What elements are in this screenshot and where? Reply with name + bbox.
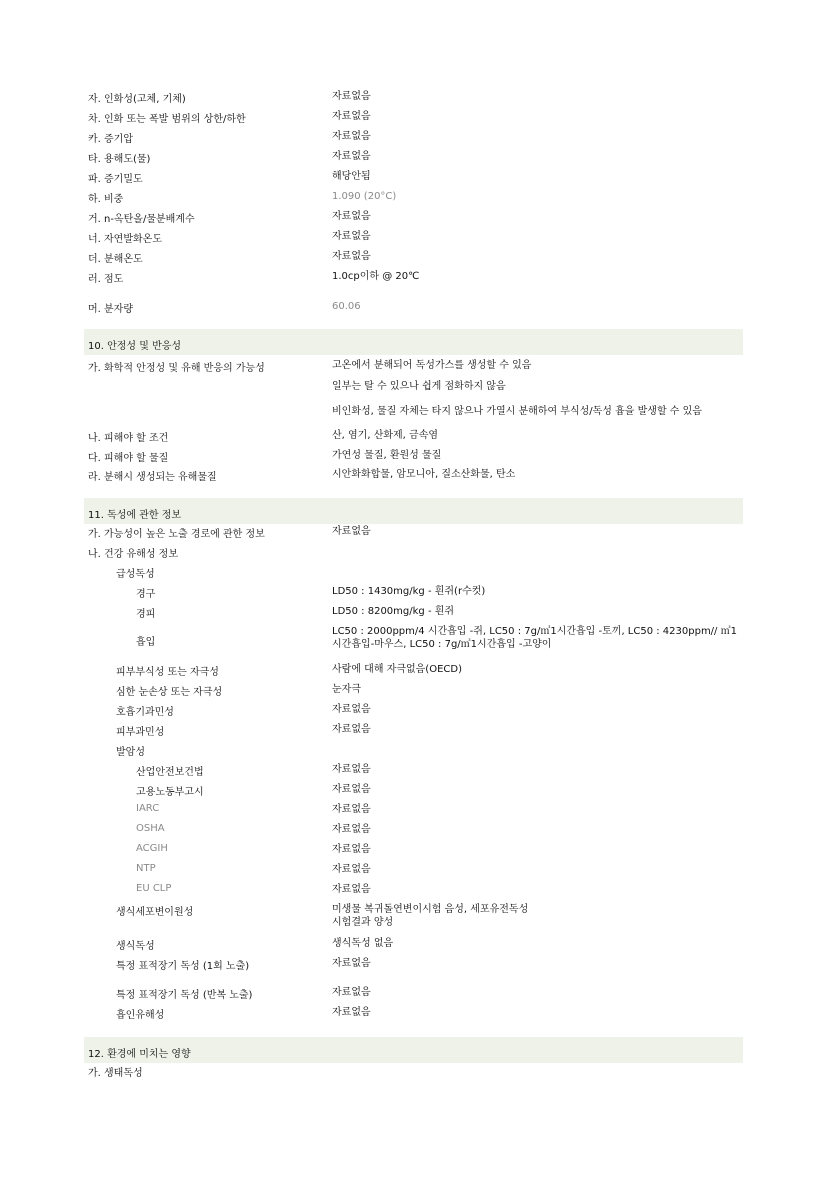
property-row (88, 843, 743, 859)
property-row (88, 723, 743, 739)
property-value: 자료없음 (332, 131, 371, 142)
property-value: 1.090 (20°C) (332, 191, 397, 202)
property-label: 타. 용해도(물) (88, 154, 151, 165)
property-row (88, 150, 743, 166)
property-row (88, 405, 743, 421)
property-row (88, 545, 743, 561)
property-value: LD50 : 8200mg/kg - 흰쥐 (332, 606, 455, 617)
property-label: 가. 생태독성 (88, 1068, 143, 1079)
property-value: 자료없음 (332, 724, 371, 735)
property-label: 다. 피해야 할 물질 (88, 453, 169, 464)
property-row (88, 110, 743, 126)
property-label: 특정 표적장기 독성 (반복 노출) (116, 990, 253, 1001)
property-value: 1.0cp이하 @ 20℃ (332, 271, 420, 282)
property-label: IARC (136, 803, 160, 814)
property-value: 자료없음 (332, 824, 371, 835)
property-label: NTP (136, 863, 156, 874)
property-row (88, 605, 743, 621)
property-value: 자료없음 (332, 111, 371, 122)
property-row (88, 130, 743, 146)
property-row (88, 883, 743, 899)
property-label: 고용노동부고시 (136, 787, 204, 798)
property-label: OSHA (136, 823, 165, 834)
property-label: 생식세포변이원성 (116, 907, 194, 918)
property-value: 가연성 물질, 환원성 물질 (332, 450, 442, 461)
section-title: 10. 안정성 및 반응성 (88, 341, 182, 352)
property-row (88, 525, 743, 541)
property-value: LC50 : 2000ppm/4 시간흡입 -쥐, LC50 : 7g/㎥1시간흡입 -토끼, LC50 : 4230ppm// ㎥1시간흡입-마우스, LC50 : 7g/㎥1시간흡입 -고양이 (332, 626, 737, 650)
property-row (88, 90, 743, 106)
property-value: 자료없음 (332, 987, 371, 998)
property-row (88, 763, 743, 779)
section-title: 12. 환경에 미치는 영향 (88, 1049, 191, 1060)
property-row (88, 683, 743, 699)
property-value: 자료없음 (332, 958, 371, 969)
property-row (88, 565, 743, 581)
property-value: 자료없음 (332, 784, 371, 795)
property-row (88, 743, 743, 759)
property-label: 산업안전보건법 (136, 767, 204, 778)
property-row (88, 210, 743, 226)
property-label: 자. 인화성(고체, 기체) (88, 94, 186, 105)
property-row (88, 903, 743, 931)
property-label: 급성독성 (116, 569, 155, 580)
property-value: 고온에서 분해되어 독성가스를 생성할 수 있음 (332, 360, 532, 371)
property-row (88, 300, 743, 316)
property-value: 해당안됨 (332, 171, 371, 182)
property-value: 자료없음 (332, 151, 371, 162)
property-label: 경구 (136, 589, 156, 600)
property-label: 피부부식성 또는 자극성 (116, 667, 219, 678)
property-value: 미생물 복귀돌연변이시험 음성, 세포유전독성시험결과 양성 (332, 904, 529, 928)
property-row (88, 625, 743, 653)
property-label: 경피 (136, 609, 156, 620)
property-value: 생식독성 없음 (332, 938, 394, 949)
property-value: 자료없음 (332, 251, 371, 262)
property-row (88, 429, 743, 445)
property-row (88, 986, 743, 1002)
property-label: 피부과민성 (116, 727, 165, 738)
property-label: 가. 화학적 안정성 및 유해 반응의 가능성 (88, 363, 265, 374)
property-value: 자료없음 (332, 231, 371, 242)
property-label: 심한 눈손상 또는 자극성 (116, 687, 223, 698)
property-value: 60.06 (332, 301, 361, 312)
property-label: 차. 인화 또는 폭발 범위의 상한/하한 (88, 114, 246, 125)
section-header (84, 329, 743, 355)
property-value: 비인화성, 물질 자체는 타지 않으나 가열시 분해하여 부식성/독성 흄을 발생할 수 있음 (332, 406, 702, 417)
property-row (88, 863, 743, 879)
property-value: 자료없음 (332, 704, 371, 715)
property-label: 발암성 (116, 747, 145, 758)
property-row (88, 170, 743, 186)
section-header (84, 1037, 743, 1063)
property-label: 가. 가능성이 높은 노출 경로에 관한 정보 (88, 529, 265, 540)
property-row (88, 250, 743, 266)
property-label: 특정 표적장기 독성 (1회 노출) (116, 961, 250, 972)
property-row (88, 783, 743, 799)
property-row (88, 803, 743, 819)
property-value: 일부는 탈 수 있으나 쉽게 점화하지 않음 (332, 381, 506, 392)
property-value: 자료없음 (332, 804, 371, 815)
property-value: LD50 : 1430mg/kg - 흰쥐(r수컷) (332, 586, 486, 597)
property-label: 나. 피해야 할 조건 (88, 433, 169, 444)
property-row (88, 703, 743, 719)
property-label: 라. 분해시 생성되는 유해물질 (88, 472, 217, 483)
property-label: EU CLP (136, 883, 172, 894)
property-label: 생식독성 (116, 941, 155, 952)
property-row (88, 468, 743, 484)
property-row (88, 190, 743, 206)
property-value: 자료없음 (332, 884, 371, 895)
property-label: 카. 증기압 (88, 134, 133, 145)
property-row (88, 585, 743, 601)
property-value: 산, 염기, 산화제, 금속염 (332, 430, 439, 441)
property-label: 거. n-옥탄올/물분배계수 (88, 214, 195, 225)
property-row (88, 359, 743, 375)
property-row (88, 937, 743, 953)
property-value: 눈자극 (332, 684, 361, 695)
property-value: 자료없음 (332, 864, 371, 875)
property-row (88, 1064, 743, 1080)
property-value: 자료없음 (332, 526, 371, 537)
property-value: 자료없음 (332, 211, 371, 222)
property-label: 더. 분해온도 (88, 254, 143, 265)
property-label: 머. 분자량 (88, 304, 133, 315)
property-row (88, 957, 743, 973)
property-row (88, 1006, 743, 1022)
property-row (88, 270, 743, 286)
property-row (88, 449, 743, 465)
property-value: 사람에 대해 자극없음(OECD) (332, 664, 462, 675)
property-row (88, 230, 743, 246)
property-row (88, 380, 743, 396)
property-label: 너. 자연발화온도 (88, 234, 162, 245)
property-label: 흡인유해성 (116, 1010, 165, 1021)
property-label: 하. 비중 (88, 194, 124, 205)
property-label: 나. 건강 유해성 정보 (88, 549, 178, 560)
property-value: 자료없음 (332, 764, 371, 775)
property-label: ACGIH (136, 843, 168, 854)
property-label: 호흡기과민성 (116, 707, 174, 718)
property-row (88, 663, 743, 679)
property-row (88, 823, 743, 839)
property-value: 시안화화합물, 암모니아, 질소산화물, 탄소 (332, 469, 516, 480)
property-label: 흡입 (136, 637, 156, 648)
property-label: 파. 증기밀도 (88, 174, 143, 185)
property-value: 자료없음 (332, 91, 371, 102)
section-title: 11. 독성에 관한 정보 (88, 510, 182, 521)
property-value: 자료없음 (332, 844, 371, 855)
property-value: 자료없음 (332, 1007, 371, 1018)
property-label: 러. 점도 (88, 274, 124, 285)
section-header (84, 498, 743, 524)
